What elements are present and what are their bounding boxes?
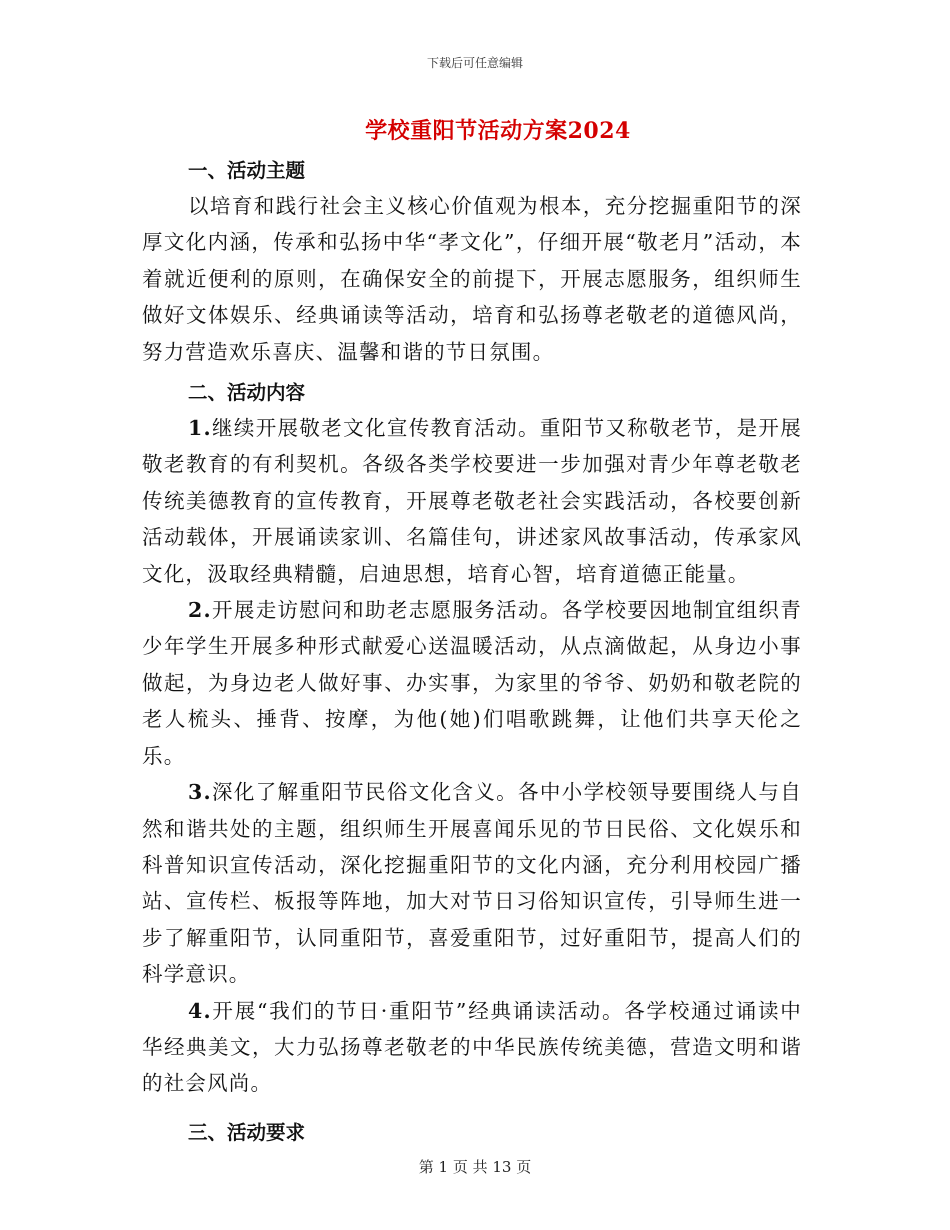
list-item-content-4 — [142, 993, 802, 1102]
section-heading-content: 二、活动内容 — [188, 381, 306, 405]
item-text: 继续开展敬老文化宣传教育活动。重阳节又称敬老节，是开展敬老教育的有利契机。各级各类学校要进一步加强对青少年尊老敬老传统美德教育的宣传教育，开展尊老敬老社会实践活动，各校要创新活动载体，开展诵读家训、名篇佳句，讲述家风故事活动，传承家风文化，汲取经典精髓，启迪思想，培育心智，培育道德正能量。 — [142, 416, 802, 586]
item-number: 2. — [188, 598, 212, 623]
list-item-content-2 — [142, 592, 802, 774]
list-item-content-3 — [142, 774, 802, 992]
item-text: 开展“我们的节日·重阳节”经典诵读活动。各学校通过诵读中华经典美文，大力弘扬尊老敬老的中华民族传统美德，营造文明和谐的社会风尚。 — [142, 998, 802, 1096]
section-heading-requirements: 三、活动要求 — [188, 1120, 306, 1144]
document-title: 学校重阳节活动方案2024 — [365, 118, 631, 144]
paragraph-theme: 以培育和践行社会主义核心价值观为根本，充分挖掘重阳节的深厚文化内涵，传承和弘扬中华“孝文化”，仔细开展“敬老月”活动，本着就近便利的原则，在确保安全的前提下，开展志愿服务，组织师生做好文体娱乐、经典诵读等活动，培育和弘扬尊老敬老的道德风尚，努力营造欢乐喜庆、温馨和谐的节日氛围。 — [142, 194, 802, 364]
list-item-content-1 — [142, 410, 802, 592]
header-note: 下载后可任意编辑 — [426, 56, 523, 70]
item-number: 3. — [188, 780, 212, 805]
document-body — [142, 152, 802, 1150]
section-heading-theme: 一、活动主题 — [188, 159, 306, 182]
item-number: 1. — [188, 416, 212, 441]
page-footer: 第 1 页 共 13 页 — [418, 1158, 532, 1176]
item-text: 开展走访慰问和助老志愿服务活动。各学校要因地制宜组织青少年学生开展多种形式献爱心送温暖活动，从点滴做起，从身边小事做起，为身边老人做好事、办实事，为家里的爷爷、奶奶和敬老院的老人梳头、捶背、按摩，为他(她)们唱歌跳舞，让他们共享天伦之乐。 — [142, 598, 802, 768]
item-number: 4. — [188, 998, 212, 1023]
item-text: 深化了解重阳节民俗文化含义。各中小学校领导要围绕人与自然和谐共处的主题，组织师生开展喜闻乐见的节日民俗、文化娱乐和科普知识宣传活动，深化挖掘重阳节的文化内涵，充分利用校园广播站、宣传栏、板报等阵地，加大对节日习俗知识宣传，引导师生进一步了解重阳节，认同重阳节，喜爱重阳节，过好重阳节，提高人们的科学意识。 — [142, 780, 802, 987]
